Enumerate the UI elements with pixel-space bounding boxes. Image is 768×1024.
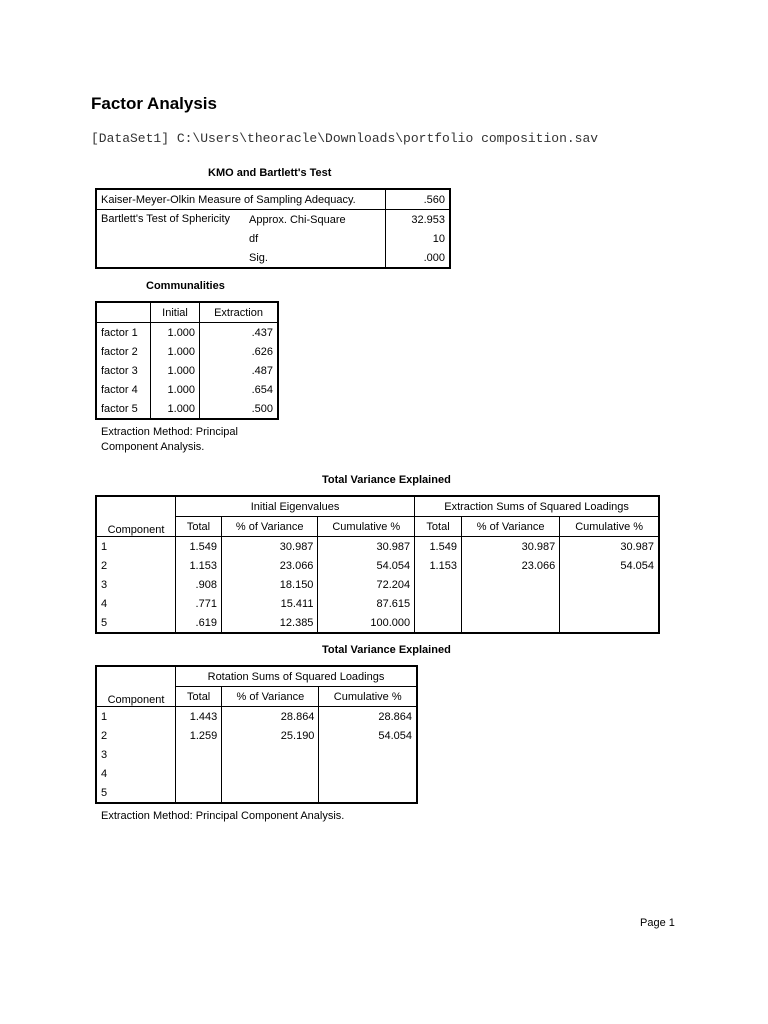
column-header: Cumulative % [318,517,415,537]
column-header: Total [176,687,222,707]
value-cell: 1.549 [415,537,462,557]
value-cell: 1.153 [415,556,462,575]
variance2-caption: Total Variance Explained [322,644,451,656]
extraction-cell: .626 [200,342,278,361]
column-header: % of Variance [222,687,319,707]
value-cell [461,613,559,633]
value-cell: .771 [176,594,222,613]
value-cell: 30.987 [221,537,317,557]
table-row [96,726,417,745]
table-row [96,613,659,633]
bartlett-label: Bartlett's Test of Sphericity [101,213,231,225]
value-cell: 30.987 [318,537,415,557]
column-header: Cumulative % [560,517,659,537]
table-row [96,399,278,419]
table-row [96,745,417,764]
value-cell: 18.150 [221,575,317,594]
value-cell: 100.000 [318,613,415,633]
value-cell [461,594,559,613]
value-cell: 30.987 [560,537,659,557]
value-cell [415,613,462,633]
component-cell: 1 [101,540,108,553]
value-cell [560,594,659,613]
page-title: Factor Analysis [91,94,217,113]
variance2-note: Extraction Method: Principal Component Analysis. [101,810,345,822]
row-label: factor 1 [96,323,151,343]
table-header-row [96,302,278,323]
value-cell: 28.864 [319,707,417,727]
column-header: % of Variance [221,517,317,537]
component-cell: 3 [101,578,108,591]
value-cell [415,594,462,613]
dataset-path: [DataSet1] C:\Users\theoracle\Downloads\portfolio composition.sav [91,131,599,146]
value-cell [222,745,319,764]
value-cell: 25.190 [222,726,319,745]
value-cell: 12.385 [221,613,317,633]
variance1-caption: Total Variance Explained [322,474,451,486]
value-cell [319,764,417,783]
kmo-caption: KMO and Bartlett's Test [208,167,332,179]
column-header: Extraction [200,302,278,323]
initial-cell: 1.000 [151,399,200,419]
column-header: Initial [151,302,200,323]
value-cell: 23.066 [221,556,317,575]
value-cell [222,764,319,783]
empty-header-cell [96,302,151,323]
value-cell [461,575,559,594]
bartlett-stat-value: 10 [386,229,451,248]
value-cell [222,783,319,803]
bartlett-stat-value: .000 [386,248,451,268]
variance2-table [95,665,418,804]
row-label: factor 2 [96,342,151,361]
initial-cell: 1.000 [151,342,200,361]
bartlett-stat-label: Sig. [249,251,268,264]
value-cell: 72.204 [318,575,415,594]
bartlett-row [96,210,450,230]
column-header: Cumulative % [319,687,417,707]
table-header-row [96,666,417,687]
value-cell [176,764,222,783]
row-label: factor 4 [96,380,151,399]
group-header: Initial Eigenvalues [176,496,415,517]
kmo-table [95,188,451,269]
component-cell: 1 [101,710,108,723]
bartlett-stat-label: df [249,232,259,245]
value-cell: .908 [176,575,222,594]
table-row [96,361,278,380]
component-cell: 4 [101,767,108,780]
extraction-cell: .487 [200,361,278,380]
extraction-cell: .500 [200,399,278,419]
component-header: Component [96,666,176,707]
component-header: Component [96,496,176,537]
table-row [96,594,659,613]
table-row [96,556,659,575]
communalities-table [95,301,279,420]
component-cell: 4 [101,597,108,610]
component-cell: 2 [101,729,108,742]
value-cell: 87.615 [318,594,415,613]
table-row [96,380,278,399]
table-header-row [96,496,659,517]
communalities-caption: Communalities [146,280,225,292]
table-subheader-row [96,517,659,537]
value-cell: 1.259 [176,726,222,745]
table-row [96,342,278,361]
kmo-label: Kaiser-Meyer-Olkin Measure of Sampling Adequacy. [96,189,386,210]
value-cell: 1.153 [176,556,222,575]
value-cell [319,745,417,764]
component-cell: 5 [101,786,108,799]
page-number: Page 1 [640,917,675,929]
kmo-row [96,189,450,210]
communalities-note: Extraction Method: Principal Component Analysis. [101,426,238,453]
table-row [96,537,659,557]
column-header: Total [176,517,222,537]
bartlett-stat-label: Approx. Chi-Square [249,213,346,226]
value-cell: 1.549 [176,537,222,557]
component-cell: 2 [101,559,108,572]
bartlett-stat-value: 32.953 [386,210,451,230]
value-cell: 54.054 [318,556,415,575]
value-cell: .619 [176,613,222,633]
initial-cell: 1.000 [151,361,200,380]
table-row [96,323,278,343]
extraction-cell: .654 [200,380,278,399]
initial-cell: 1.000 [151,323,200,343]
value-cell: 54.054 [560,556,659,575]
value-cell [560,575,659,594]
value-cell [560,613,659,633]
column-header: Total [415,517,462,537]
value-cell: 23.066 [461,556,559,575]
row-label: factor 5 [96,399,151,419]
component-cell: 3 [101,748,108,761]
value-cell: 54.054 [319,726,417,745]
variance1-table [95,495,660,634]
component-cell: 5 [101,616,108,629]
extraction-cell: .437 [200,323,278,343]
table-row [96,783,417,803]
value-cell: 28.864 [222,707,319,727]
group-header: Rotation Sums of Squared Loadings [176,666,418,687]
kmo-value: .560 [386,189,451,210]
column-header: % of Variance [461,517,559,537]
table-row [96,575,659,594]
group-header: Extraction Sums of Squared Loadings [415,496,659,517]
value-cell [415,575,462,594]
row-label: factor 3 [96,361,151,380]
value-cell: 15.411 [221,594,317,613]
value-cell: 30.987 [461,537,559,557]
value-cell [176,783,222,803]
table-row [96,764,417,783]
table-row [96,707,417,727]
value-cell: 1.443 [176,707,222,727]
value-cell [319,783,417,803]
initial-cell: 1.000 [151,380,200,399]
value-cell [176,745,222,764]
